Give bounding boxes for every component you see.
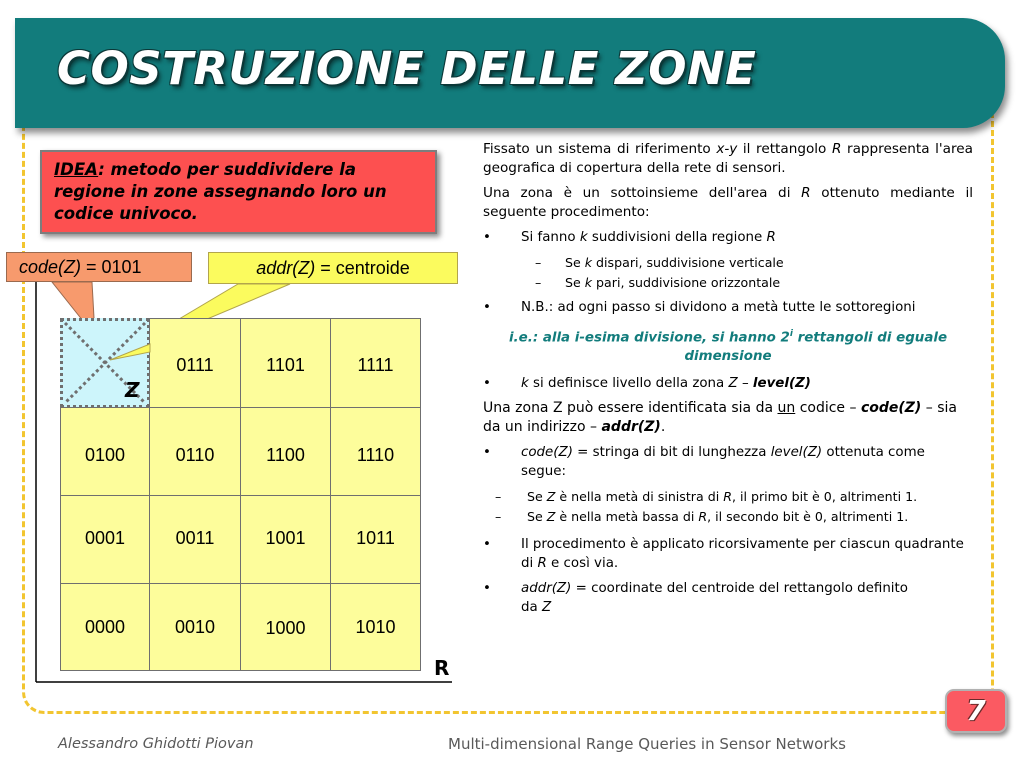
slide-title: COSTRUZIONE DELLE ZONE [57, 42, 757, 95]
grid-cell: 1001 [240, 495, 331, 584]
code-callout-func: code(Z) [19, 257, 82, 277]
sub-bullet-bottom-half: – Se Z è nella metà bassa di R, il secondo bit è 0, altrimenti 1. [483, 507, 973, 527]
grid-cell: 0010 [149, 583, 241, 671]
code-callout [6, 252, 192, 282]
bullet-recursive: • Il procedimento è applicato ricorsivamente per ciascun quadrante di R e così via. [483, 535, 973, 573]
bullet-nb: • N.B.: ad ogni passo si dividono a metà tutte le sottoregioni [483, 297, 973, 319]
grid-cell: 1111 [330, 318, 421, 408]
footer-author: Alessandro Ghidotti Piovan [58, 736, 254, 752]
ie-note: i.e.: alla i-esima divisione, si hanno 2$^i$ rettangoli di eguale dimensione [508, 329, 948, 365]
bullet-level: • k si definisce livello della zona Z – level(Z) [483, 374, 973, 393]
paragraph-zone-identification: Una zona Z può essere identificata sia da un codice – code(Z) – sia da un indirizzo – addr(Z). [483, 400, 958, 436]
footer-title: Multi-dimensional Range Queries in Sensor Networks [448, 735, 846, 753]
grid-cell: 1010 [330, 583, 421, 671]
grid-cell: 0110 [149, 407, 241, 496]
grid-cell: 0100 [60, 407, 150, 496]
bullet-subdivisions: • Si fanno k suddivisioni della regione R [483, 228, 973, 247]
grid-cell: 0011 [149, 495, 241, 584]
grid-cell: 1110 [330, 407, 421, 496]
code-callout-value: = 0101 [81, 257, 142, 277]
text-column [483, 140, 973, 623]
sub-bullet-odd: – Se k dispari, suddivisione verticale [483, 253, 973, 273]
addr-callout [208, 252, 458, 284]
grid-cell: 1101 [240, 318, 331, 408]
grid-cell: 0001 [60, 495, 150, 584]
sub-bullet-left-half: – Se Z è nella metà di sinistra di R, il primo bit è 0, altrimenti 1. [483, 487, 973, 507]
sub-bullet-even: – Se k pari, suddivisione orizzontale [483, 273, 973, 293]
grid-cell: 0111 [149, 318, 241, 408]
addr-callout-value: = centroide [315, 258, 410, 278]
region-label: R [434, 656, 450, 680]
idea-text: : metodo per suddividere la regione in zone assegnando loro un codice univoco. [54, 160, 387, 223]
zone-label: Z [125, 378, 140, 402]
grid-cell: 0000 [60, 583, 150, 671]
idea-label: IDEA [54, 160, 99, 179]
paragraph-reference-system: Fissato un sistema di riferimento x-y il rettangolo R rappresenta l'area geografica di copertura della rete di sensori. [483, 141, 973, 176]
bullet-code-definition: • code(Z) = stringa di bit di lunghezza level(Z) ottenuta come segue: [483, 443, 973, 481]
grid-cell: 1011 [330, 495, 421, 584]
paragraph-zone-definition: Una zona è un sottoinsieme dell'area di R ottenuto mediante il seguente procedimento: [483, 185, 974, 220]
bullet-addr-definition: • addr(Z) = coordinate del centroide del rettangolo definito da Z [483, 579, 973, 617]
grid-cell: 1100 [240, 407, 331, 496]
addr-callout-func: addr(Z) [256, 258, 316, 278]
grid-cell: 1000 [240, 583, 331, 671]
slide-number-badge: 7 [945, 689, 1007, 733]
